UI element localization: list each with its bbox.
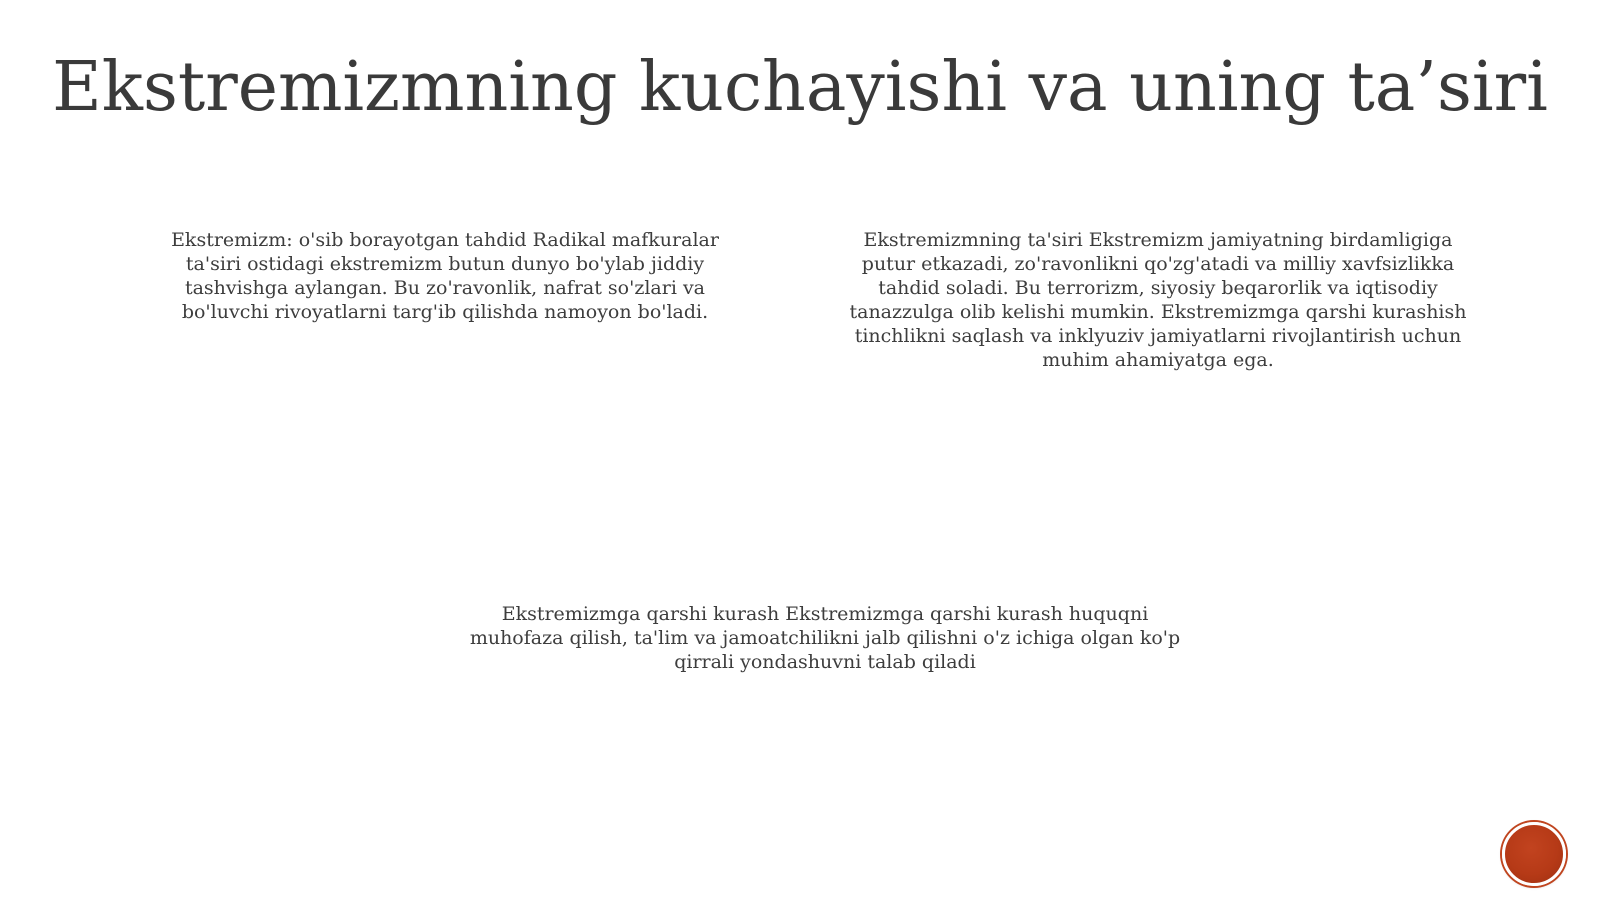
text-block-extremism-threat: Ekstremizm: o'sib borayotgan tahdid Radikal mafkuralar ta'siri ostidagi ekstremizm butun dunyo bo'ylab jiddiy tashvishga aylangan. Bu zo'ravonlik, nafrat so'zlari va bo'luvchi rivoyatlarni targ'ib qilishda namoyon bo'ladi. (171, 229, 719, 323)
text-block-extremism-impact: Ekstremizmning ta'siri Ekstremizm jamiyatning birdamligiga putur etkazadi, zo'ravonlikni qo'zg'atadi va milliy xavfsizlikka tahdid soladi. Bu terrorizm, siyosiy beqarorlik va iqtisodiy tanazzulga olib kelishi mumkin. Ekstremizmga qarshi kurashish tinchlikni saqlash va inklyuziv jamiyatlarni rivojlantirish uchun muhim ahamiyatga ega. (849, 229, 1467, 371)
text-block-countering-extremism: Ekstremizmga qarshi kurash Ekstremizmga qarshi kurash huquqni muhofaza qilish, ta'lim va jamoatchilikni jalb qilishni o'z ichiga olgan ko'p qirrali yondashuvni talab qiladi (469, 603, 1181, 673)
slide-title: Ekstremizmning kuchayishi va uning ta’siri (52, 48, 1548, 127)
decorative-circle-icon (1502, 822, 1566, 886)
